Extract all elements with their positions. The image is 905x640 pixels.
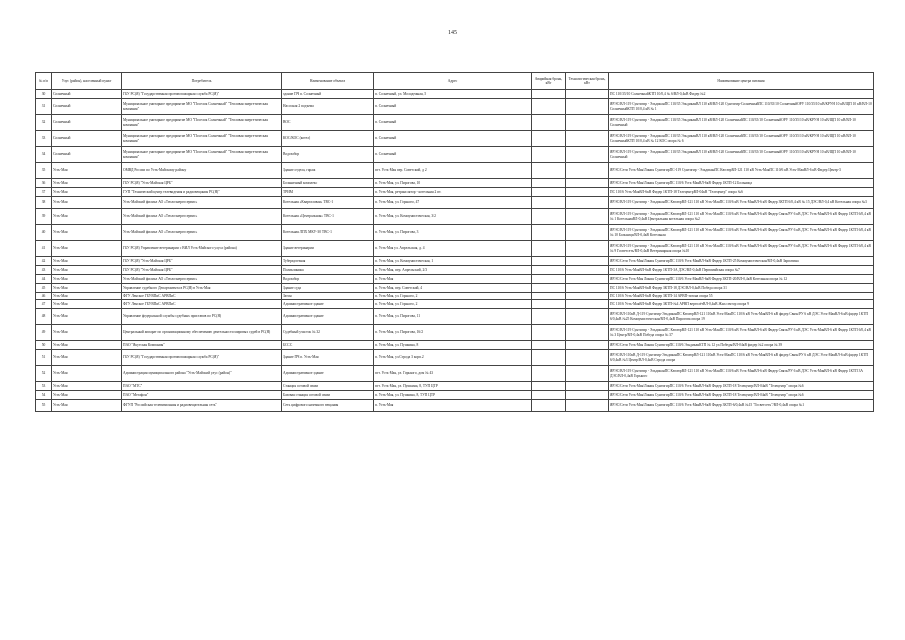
emergency-reserve-cell <box>532 400 566 412</box>
consumer-cell: Муниципальное унитарное предприятие МО "Поселок Солнечный" "Тепловая энергетическая компания" <box>122 99 282 115</box>
column-header: Адрес <box>374 73 532 90</box>
technological-reserve-cell <box>566 131 609 147</box>
emergency-reserve-cell <box>532 188 566 197</box>
settlement-cell: Усть-Мая <box>52 293 122 300</box>
row-number-cell: 34 <box>36 147 52 163</box>
table-row <box>36 309 874 325</box>
settlement-cell: Усть-Мая <box>52 341 122 350</box>
technological-reserve-cell <box>566 325 609 341</box>
consumer-cell: Центральный аппарат по организационному обеспечению деятельности мировых судей в РС(Я) <box>122 325 282 341</box>
power-center-cell: ЯРЭС/Сети Усть-Мая/Линия СунтигирПС 110/6 Усть-МаяВЛ-6кВ Фидер 1КТП-12 Больница <box>609 179 874 188</box>
object-name-cell: Административное здание <box>282 300 374 309</box>
technological-reserve-cell <box>566 382 609 391</box>
settlement-cell: Усть-Мая <box>52 275 122 284</box>
row-number-cell: 47 <box>36 300 52 309</box>
consumer-cell: Муниципальное унитарное предприятие МО "Поселок Солнечный" "Тепловая энергетическая компания" <box>122 115 282 131</box>
column-header: Потребитель <box>122 73 282 90</box>
emergency-reserve-cell <box>532 382 566 391</box>
emergency-reserve-cell <box>532 179 566 188</box>
table-header-row <box>36 73 874 90</box>
emergency-reserve-cell <box>532 350 566 366</box>
technological-reserve-cell <box>566 257 609 266</box>
column-header: Улус (район), населенный пункт <box>52 73 122 90</box>
row-number-cell: 40 <box>36 225 52 241</box>
address-cell: п. Усть-Мая ул. Апрельская, д. 4 <box>374 241 532 257</box>
settlement-cell: Усть-Мая <box>52 209 122 225</box>
table-row <box>36 197 874 209</box>
table-row <box>36 209 874 225</box>
power-center-cell: ПС 110/6 Усть-МаяВЛ-6кВ Фидер 3КТП-№4 АРВП вертолётВЛ-0,4кВ Жил.сектор опора 9 <box>609 300 874 309</box>
consumer-cell: ФГУ Ленское ГБУВПиС АРВПиС <box>122 293 282 300</box>
address-cell: п. Усть-Мая, ул. Пирогова, 10 <box>374 179 532 188</box>
object-name-cell: Сеть цифрового наземного вещания <box>282 400 374 412</box>
emergency-reserve-cell <box>532 366 566 382</box>
table-row <box>36 400 874 412</box>
settlement-cell: Усть-Мая <box>52 241 122 257</box>
settlement-cell: Солнечный <box>52 115 122 131</box>
settlement-cell: Усть-Мая <box>52 225 122 241</box>
table-row <box>36 275 874 284</box>
address-cell: пгт. Усть-Мая, ул. Горького, дом № 43 <box>374 366 532 382</box>
emergency-reserve-cell <box>532 266 566 275</box>
consumer-cell: ПАО "Мегафон" <box>122 391 282 400</box>
emergency-reserve-cell <box>532 225 566 241</box>
power-center-cell: ПС 110/6 Усть-МаяВЛ-6кВ Фидер 3КТП-14 АРВП-затона опора 55 <box>609 293 874 300</box>
technological-reserve-cell <box>566 366 609 382</box>
page-number: 145 <box>448 30 457 36</box>
object-name-cell: КОС/КОС (котел) <box>282 131 374 147</box>
table-row <box>36 241 874 257</box>
power-center-cell: ПС 110/6 Усть-МаяВЛ-6кВ Фидер 1КТП-3А ДЭС/ВЛ-0,4кВ Первомайская опора №7 <box>609 266 874 275</box>
consumer-cell: Усть-Майский филиал АО «Теплоэнергосервис» <box>122 225 282 241</box>
object-name-cell: Станция сотовой связи <box>282 382 374 391</box>
table-row <box>36 350 874 366</box>
emergency-reserve-cell <box>532 257 566 266</box>
column-header: Аварийная бронь, кВт <box>532 73 566 90</box>
emergency-reserve-cell <box>532 163 566 179</box>
settlement-cell: Усть-Мая <box>52 300 122 309</box>
row-number-cell: 52 <box>36 366 52 382</box>
address-cell: п. Усть-Мая, ул. Пушкина, 8, ТУП ЦТР <box>374 391 532 400</box>
emergency-reserve-cell <box>532 391 566 400</box>
row-number-cell: 30 <box>36 90 52 99</box>
technological-reserve-cell <box>566 197 609 209</box>
address-cell: п. Солнечный <box>374 147 532 163</box>
address-cell: п. Усть-Мая <box>374 400 532 412</box>
object-name-cell: Насосная 2 подъема <box>282 99 374 115</box>
technological-reserve-cell <box>566 115 609 131</box>
address-cell: п. Усть-Мая, ул. Коммунистическая, 1 <box>374 257 532 266</box>
consumer-cell: Муниципальное унитарное предприятие МО "Поселок Солнечный" "Тепловая энергетическая компания" <box>122 131 282 147</box>
emergency-reserve-cell <box>532 309 566 325</box>
technological-reserve-cell <box>566 275 609 284</box>
object-name-cell: Туберкулезная <box>282 257 374 266</box>
object-name-cell: Котельная «Кварталовая» ТВС-1 <box>282 197 374 209</box>
object-name-cell: Водозабор <box>282 147 374 163</box>
consumer-cell: ГБУ РС(Я) "Усть-Майская ЦРБ" <box>122 179 282 188</box>
consumer-cell: Муниципальное унитарное предприятие МО "Поселок Солнечный" "Тепловая энергетическая компания" <box>122 147 282 163</box>
consumer-cell: Усть-Майский филиал АО «Теплоэнергосервис» <box>122 275 282 284</box>
table-row <box>36 284 874 293</box>
consumer-cell: Усть-Майский филиал АО «Теплоэнергосервис» <box>122 197 282 209</box>
row-number-cell: 41 <box>36 241 52 257</box>
address-cell: п. Солнечный <box>374 131 532 147</box>
object-name-cell: Базовая станция сотовой связи <box>282 391 374 400</box>
power-center-cell: ЯРЭС/ВЛ-119 Сунтигир - ЭльдиканПС КюсюрВЛ-121 110 кВ Усть-МаяПС 110/6 кВ Усть-МаяВЛ-6 кВ Фидер Связь/РУ 6 кВ ДЭС Усть-МаяВЛ-6 кВ Фидер 1КТП 6/0,4 кВ № 10 Больница/ВЛ-0,4кВ Котельная <box>609 225 874 241</box>
technological-reserve-cell <box>566 391 609 400</box>
address-cell: п. Усть-Мая, пер. Советский, 4 <box>374 284 532 293</box>
table-row <box>36 99 874 115</box>
settlement-cell: Усть-Мая <box>52 163 122 179</box>
power-center-cell: ЯРЭС/Сети Усть-Мая Линия СунтигирПС 110/6 ЭльдиканКТП № 12 ул.Победы/ВЛ-04кВ фидер №2 опора № 39 <box>609 341 874 350</box>
table-row <box>36 179 874 188</box>
row-number-cell: 54 <box>36 391 52 400</box>
address-cell: п. Усть-Мая, пер. Апрельский, 2/3 <box>374 266 532 275</box>
consumer-cell: ПАО "Якутская Компания" <box>122 341 282 350</box>
technological-reserve-cell <box>566 400 609 412</box>
power-center-cell: ЯРЭС/ВЛ-119 Сунтигир - ЭльдиканПС 110/35 ЭльдиканВЛ 110 кВ/ВЛ-120 СолнечныйПС 110/35/10 СолнечныйОРУ 110/35/10 кВ/КРУН 10 кВ/ЩП 10 кВ/ВЛ-10 Солнечный <box>609 115 874 131</box>
settlement-cell: Усть-Мая <box>52 179 122 188</box>
object-name-cell: Здание суда <box>282 284 374 293</box>
object-name-cell: Водозабор <box>282 275 374 284</box>
consumer-cell: Администрация муниципального района "Усть-Майский улус (район)" <box>122 366 282 382</box>
column-header: Наименование объекта <box>282 73 374 90</box>
address-cell: п. Усть-Мая, ул. Пирогова, 11 <box>374 309 532 325</box>
address-cell: пгт. Усть-Мая, ул. Пушкина, 8, ТУП ЦТР <box>374 382 532 391</box>
consumer-cell: ГБУ РС(Я) "Государственная противопожарная служба РС(Я)" <box>122 350 282 366</box>
emergency-reserve-cell <box>532 131 566 147</box>
consumer-cell: ГБУ РС(Я) "Усть-Майская ЦРБ" <box>122 266 282 275</box>
table-row <box>36 382 874 391</box>
settlement-cell: Усть-Мая <box>52 325 122 341</box>
settlement-cell: Солнечный <box>52 147 122 163</box>
settlement-cell: Усть-Мая <box>52 284 122 293</box>
power-center-cell: ЯРЭС/ВЛ-119 Сунтигир - ЭльдиканПС 110/35 ЭльдиканВЛ 110 кВ/ВЛ-120 Сунтигир-СолнечныйПС 110/35/10 СолнечныйОРУ 110/35/10 кВ/КРУН 10 кВ/ЩП 10 кВ/ВЛ-10 СолнечныйКТП 10/0,4 кВ № 1 <box>609 99 874 115</box>
emergency-reserve-cell <box>532 325 566 341</box>
technological-reserve-cell <box>566 241 609 257</box>
object-name-cell: Судебный участок № 32 <box>282 325 374 341</box>
consumer-cell: ОМВД России по Усть-Майскому району <box>122 163 282 179</box>
power-center-cell: ЯРЭС/Сети Усть-Мая/Линия СунтигирПС 110/6 Усть-МаяВЛ-6кВ Фидер 3КТП-6/0,4кВ №15 "Госветсеть"/ВЛ-0,4кВ опора №1 <box>609 400 874 412</box>
table-row <box>36 366 874 382</box>
address-cell: п. Усть-Мая, ретранслятор - котельная 2 пт. <box>374 188 532 197</box>
column-header: Технологическая бронь, кВт <box>566 73 609 90</box>
emergency-reserve-cell <box>532 293 566 300</box>
object-name-cell: Здание отдела, гараж <box>282 163 374 179</box>
settlement-cell: Усть-Мая <box>52 366 122 382</box>
row-number-cell: 39 <box>36 209 52 225</box>
power-center-cell: ЯРЭС/Сети Усть-Мая/Линия СунтигирПС 110/6 Усть-МаяВЛ-6кВ Фидер 1КТП-18 Телецентр/ВЛ-04кВ "Телецентр" опора №6 <box>609 382 874 391</box>
technological-reserve-cell <box>566 309 609 325</box>
power-center-cell: ПС 110/35/10 СолнечныйКТП 10/0,4 № 6/ВЛ-0,4кВ Фидер №2 <box>609 90 874 99</box>
object-name-cell: здание ПЧ п. Солнечный <box>282 90 374 99</box>
technological-reserve-cell <box>566 147 609 163</box>
column-header: № п/п <box>36 73 52 90</box>
technological-reserve-cell <box>566 163 609 179</box>
power-center-cell: ЯРЭС/Сети Усть-Мая Линия СунтигирПС 110/6 Усть-МаяВЛ-6кВ Фидер 3КТП-20/ВЛ-0,4кВ Котельная опора № 12 <box>609 275 874 284</box>
technological-reserve-cell <box>566 284 609 293</box>
row-number-cell: 32 <box>36 115 52 131</box>
consumer-cell: Управление судебного Департамента в РС(Я) в Усть-Мая <box>122 284 282 293</box>
settlement-cell: Солнечный <box>52 90 122 99</box>
settlement-cell: Солнечный <box>52 99 122 115</box>
address-cell: п. Усть-Мая, ул.Строда 3 корп.2 <box>374 350 532 366</box>
emergency-reserve-cell <box>532 99 566 115</box>
column-header: Наименование центра питания <box>609 73 874 90</box>
row-number-cell: 48 <box>36 309 52 325</box>
settlement-cell: Усть-Мая <box>52 400 122 412</box>
object-name-cell: БССС <box>282 341 374 350</box>
row-number-cell: 45 <box>36 284 52 293</box>
table-row <box>36 90 874 99</box>
power-center-cell: ЯРЭС/Сети Усть-Мая/Линия СунтигирПС-119 Сунтигир - ЭльдиканПС КюсюрВЛ-121 110 кВ Усть-МаяПС 110/6 кВ Усть-МаяВЛ-6 кВ Фидер Центр-3 <box>609 163 874 179</box>
power-center-cell: ЯРЭС/ВЛ-119 Сунтигир - ЭльдиканПС 110/35 ЭльдиканВЛ 110 кВ/ВЛ-120 СолнечныйПС 110/35/10 СолнечныйОРУ 110/35/10 кВ/КРУН 10 кВ/ЩП 10 кВ/ВЛ-10 СолнечныйКТП 10/0,4 кВ № 12 КОС опора № 6 <box>609 131 874 147</box>
consumer-cell: ГБУ РС(Я) "Усть-Майская ЦРБ" <box>122 257 282 266</box>
address-cell: п. Усть-Мая, ул. Коммунистическая, 3/2 <box>374 209 532 225</box>
object-name-cell: Административное здание <box>282 309 374 325</box>
settlement-cell: Усть-Мая <box>52 188 122 197</box>
technological-reserve-cell <box>566 293 609 300</box>
address-cell: пгт. Усть-Мая пер. Советский, д 2 <box>374 163 532 179</box>
technological-reserve-cell <box>566 341 609 350</box>
table-row <box>36 257 874 266</box>
power-center-cell: ЯРЭС/Сети Усть-Мая/Линия СунтигирПС 110/6 Усть-МаяВЛ-6кВ Фидер 1КТП-25 Коммунистическая/ВЛ-0,4кВ Зарпатина <box>609 257 874 266</box>
power-center-cell: ЯРЭС/Сети Усть-Мая/Линия СунтигирПС 110/6 Усть-МаяВЛ-6кВ Фидер 1КТП-18 Телецентр/ВЛ-04кВ "Телецентр" опора №6 <box>609 391 874 400</box>
table-row <box>36 300 874 309</box>
table-row <box>36 225 874 241</box>
object-name-cell: ТРИМ <box>282 188 374 197</box>
consumer-cell: Управление федеральной службы судебных приставов по РС(Я) <box>122 309 282 325</box>
settlement-cell: Усть-Мая <box>52 350 122 366</box>
address-cell: п. Солнечный <box>374 115 532 131</box>
object-name-cell: Поликлиника <box>282 266 374 275</box>
power-center-cell: ПС 110/6 Усть-МаяВЛ-6кВ Фидер 3КТП-18 ДЭС/ВЛ-0,4кВ Победа опора 31 <box>609 284 874 293</box>
row-number-cell: 51 <box>36 350 52 366</box>
table-row <box>36 163 874 179</box>
emergency-reserve-cell <box>532 284 566 293</box>
object-name-cell: Затон <box>282 293 374 300</box>
address-cell: п. Усть-Мая, ул. Пирогова, 16/2 <box>374 325 532 341</box>
table-row <box>36 341 874 350</box>
technological-reserve-cell <box>566 266 609 275</box>
consumer-cell: ФГУ Ленское ГБУВПиС АРВПиС <box>122 300 282 309</box>
consumer-cell: Усть-Майский филиал АО «Теплоэнергосервис» <box>122 209 282 225</box>
settlement-cell: Солнечный <box>52 131 122 147</box>
settlement-cell: Усть-Мая <box>52 257 122 266</box>
power-center-cell: ЯРЭС/ВЛ-119 Сунтигир - ЭльдиканПС КюсюрВЛ-121 110 кВ Усть-МаяПС 110/6 кВ Усть-МаяВЛ-6 кВ Фидер 3КТП 6/0,4 кВ № 15 ДЭС/ВЛ-0,4 кВ Котельная опора №3 <box>609 197 874 209</box>
object-name-cell: ВОС <box>282 115 374 131</box>
object-name-cell: Административное здание <box>282 366 374 382</box>
emergency-reserve-cell <box>532 90 566 99</box>
technological-reserve-cell <box>566 225 609 241</box>
power-center-cell: ЯРЭС/ВЛ-110кВ Д-119 Сунтигир-ЭльдиканПС КюсюрВЛ-121 110кВ Усть-МаяПС 110/6 кВ Усть-МаяВЛ-6 кВ фидер Связь/РУ 6 кВ ДЭС Усть-МаяВЛ-6 кВ фидер 1КТП 6/0,4кВ №3 Центр/ВЛ-0,4кВ Строда опора <box>609 350 874 366</box>
power-center-cell: ПС 110/6 Усть-МаяВЛ-6кВ Фидер 1КТП-18 ТелецентрВЛ-04кВ "Телецентр" опора №6 <box>609 188 874 197</box>
settlement-cell: Усть-Мая <box>52 197 122 209</box>
row-number-cell: 38 <box>36 197 52 209</box>
settlement-cell: Усть-Мая <box>52 382 122 391</box>
row-number-cell: 33 <box>36 131 52 147</box>
technological-reserve-cell <box>566 99 609 115</box>
row-number-cell: 37 <box>36 188 52 197</box>
emergency-reserve-cell <box>532 300 566 309</box>
row-number-cell: 44 <box>36 275 52 284</box>
address-cell: п. Усть-Мая, ул. Пирогова, 3 <box>374 225 532 241</box>
object-name-cell: Здание ветеринарии <box>282 241 374 257</box>
table-row <box>36 325 874 341</box>
object-name-cell: Здание ПЧ п. Усть-Мая <box>282 350 374 366</box>
power-center-cell: ЯРЭС/ВЛ-119 Сунтигир - ЭльдиканПС КюсюрВЛ-121 110 кВ Усть-МаяПС 110/6 кВ Усть-МаяВЛ-6 кВ Фидер Связь/РУ 6 кВ ДЭС Усть-МаяВЛ-6 кВ Фидер 1КТП 6/0,4 кВ № 3 Центр/ВЛ-0,4кВ Победа опора № 37 <box>609 325 874 341</box>
power-center-cell: ЯРЭС/ВЛ-119 Сунтигир - ЭльдиканПС КюсюрВЛ-121 110 кВ Усть-МаяПС 110/6 кВ Усть-МаяВЛ-6 кВ Фидер Связь/РУ 6 кВ ДЭС Усть-МаяВЛ-6 кВ Фидер 1КТП 3А ДЭС/ВЛ-0,4кВ Горького <box>609 366 874 382</box>
settlement-cell: Усть-Мая <box>52 391 122 400</box>
table-row <box>36 115 874 131</box>
consumer-cell: ФГУП "Российская телевизионная и радиовещательная сеть" <box>122 400 282 412</box>
address-cell: п. Солнечный, ул. Молодежная, 5 <box>374 90 532 99</box>
address-cell: п. Усть-Мая, ул. Горького, 2 <box>374 293 532 300</box>
technological-reserve-cell <box>566 179 609 188</box>
table-row <box>36 266 874 275</box>
technological-reserve-cell <box>566 188 609 197</box>
emergency-reserve-cell <box>532 341 566 350</box>
row-number-cell: 49 <box>36 325 52 341</box>
emergency-reserve-cell <box>532 241 566 257</box>
row-number-cell: 31 <box>36 99 52 115</box>
emergency-reserve-cell <box>532 209 566 225</box>
object-name-cell: Котельная ЛПХ МКУ-30 ТВС-1 <box>282 225 374 241</box>
address-cell: п. Усть-Мая, ул. Горького, 47 <box>374 197 532 209</box>
row-number-cell: 35 <box>36 163 52 179</box>
consumer-cell: ГБУ РС(Я) Управление ветеринарии с ВИЛ Усть-Майского улуса (района) <box>122 241 282 257</box>
emergency-reserve-cell <box>532 197 566 209</box>
row-number-cell: 55 <box>36 400 52 412</box>
object-name-cell: Котельная «Центральная» ТВС-1 <box>282 209 374 225</box>
row-number-cell: 42 <box>36 257 52 266</box>
technological-reserve-cell <box>566 350 609 366</box>
consumer-cell: ГУП "Технический центр телевидения и радиовещания РС(Я)" <box>122 188 282 197</box>
technological-reserve-cell <box>566 300 609 309</box>
settlement-cell: Усть-Мая <box>52 266 122 275</box>
technological-reserve-cell <box>566 209 609 225</box>
row-number-cell: 43 <box>36 266 52 275</box>
power-center-cell: ЯРЭС/ВЛ-110кВ Д-119 Сунтигир-ЭльдиканПС КюсюрВЛ-121 110кВ Усть-МаяПС 110/6 кВ Усть-МаяВЛ-6 кВ фидер Связь/РУ 6 кВ ДЭС Усть-МаяВЛ-6 кВ фидер 1КТП 6/0,4кВ №25 Коммунистическая/ВЛ-0,4кВ Пирогова опора 19 <box>609 309 874 325</box>
power-center-cell: ЯРЭС/ВЛ-119 Сунтигир - ЭльдиканПС КюсюрВЛ-121 110 кВ Усть-МаяПС 110/6 кВ Усть-МаяВЛ-6 кВ Фидер Связь/РУ 6 кВ ДЭС Усть-МаяВЛ-6 кВ Фидер 1КТП 6/0,4 кВ № 1 КотельнаяВЛ-0,4кВ Центральная котельная опора №2 <box>609 209 874 225</box>
address-cell: п. Усть-Мая, ул. Пушкина, 8 <box>374 341 532 350</box>
power-center-cell: ЯРЭС/ВЛ-119 Сунтигир - ЭльдиканПС 110/35 ЭльдиканВЛ 110 кВ/ВЛ-120 СолнечныйПС 110/35/10 СолнечныйОРУ 110/35/10 кВ/КРУН 10 кВ/ЩП 10 кВ/ВЛ-10 Солнечный <box>609 147 874 163</box>
address-cell: п. Усть-Мая <box>374 275 532 284</box>
table-row <box>36 131 874 147</box>
row-number-cell: 36 <box>36 179 52 188</box>
address-cell: п. Солнечный <box>374 99 532 115</box>
emergency-reserve-cell <box>532 147 566 163</box>
table-row <box>36 147 874 163</box>
emergency-reserve-cell <box>532 115 566 131</box>
power-center-cell: ЯРЭС/ВЛ-119 Сунтигир - ЭльдиканПС КюсюрВЛ-121 110 кВ Усть-МаяПС 110/6 кВ Усть-МаяВЛ-6 кВ Фидер Связь/РУ 6 кВ ДЭС Усть-МаяВЛ-6 кВ Фидер 1КТП 6/0,4 кВ № 9 Госветсеть/ВЛ-0,4кВ Ветеринарная опора №10 <box>609 241 874 257</box>
table-row <box>36 188 874 197</box>
settlement-cell: Усть-Мая <box>52 309 122 325</box>
row-number-cell: 50 <box>36 341 52 350</box>
object-name-cell: Больничный комплекс <box>282 179 374 188</box>
power-reserve-table <box>35 72 874 412</box>
emergency-reserve-cell <box>532 275 566 284</box>
row-number-cell: 53 <box>36 382 52 391</box>
table-row <box>36 391 874 400</box>
consumer-cell: ПАО "МТС" <box>122 382 282 391</box>
consumer-cell: ГБУ РС(Я) "Государственная противопожарная служба РС(Я)" <box>122 90 282 99</box>
address-cell: п. Усть-Мая, ул. Горького, 2 <box>374 300 532 309</box>
technological-reserve-cell <box>566 90 609 99</box>
table-row <box>36 293 874 300</box>
row-number-cell: 46 <box>36 293 52 300</box>
